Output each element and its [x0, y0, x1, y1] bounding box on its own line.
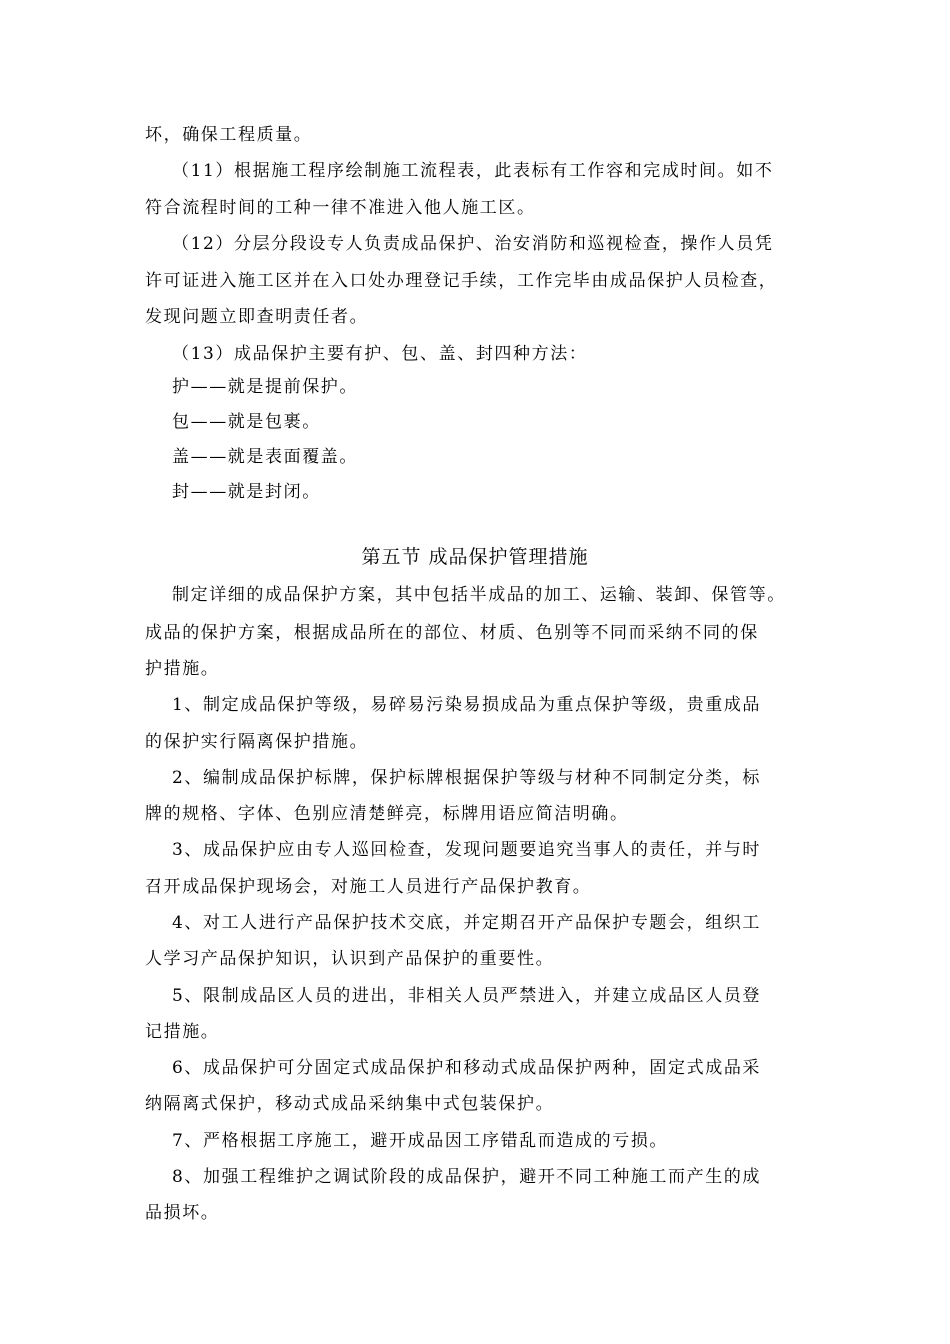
text-line: 3、成品保护应由专人巡回检查，发现问题要追究当事人的责任，并与时	[172, 840, 762, 860]
text-line: 6、成品保护可分固定式成品保护和移动式成品保护两种，固定式成品采	[172, 1058, 762, 1078]
text-line: 7、严格根据工序施工，避开成品因工序错乱而造成的亏损。	[172, 1131, 669, 1151]
text-line: 护——就是提前保护。	[172, 377, 358, 397]
text-line: 发现问题立即查明责任者。	[145, 307, 369, 327]
text-line: 封——就是封闭。	[172, 482, 321, 502]
text-line: 召开成品保护现场会，对施工人员进行产品保护教育。	[145, 877, 592, 897]
text-line: 牌的规格、字体、色别应清楚鲜亮，标牌用语应简洁明确。	[145, 804, 629, 824]
text-line: （13）成品保护主要有护、包、盖、封四种方法：	[172, 344, 588, 364]
text-line: （11）根据施工程序绘制施工流程表，此表标有工作容和完成时间。如不	[172, 161, 774, 181]
text-line: 8、加强工程维护之调试阶段的成品保护，避开不同工种施工而产生的成	[172, 1167, 762, 1187]
text-line: 坏，确保工程质量。	[145, 125, 313, 145]
text-line: 成品的保护方案，根据成品所在的部位、材质、色别等不同而采纳不同的保	[145, 623, 759, 643]
text-line: 记措施。	[145, 1022, 220, 1042]
text-line: 盖——就是表面覆盖。	[172, 447, 358, 467]
text-line: 制定详细的成品保护方案，其中包括半成品的加工、运输、装卸、保管等。	[172, 585, 786, 605]
text-line: 护措施。	[145, 659, 220, 679]
text-line: 包——就是包裹。	[172, 412, 321, 432]
text-line: 符合流程时间的工种一律不准进入他人施工区。	[145, 198, 536, 218]
text-line: 4、对工人进行产品保护技术交底，并定期召开产品保护专题会，组织工	[172, 913, 762, 933]
text-line: 人学习产品保护知识，认识到产品保护的重要性。	[145, 949, 555, 969]
text-line: （12）分层分段设专人负责成品保护、治安消防和巡视检查，操作人员凭	[172, 234, 774, 254]
text-line: 2、编制成品保护标牌，保护标牌根据保护等级与材种不同制定分类，标	[172, 768, 762, 788]
text-line: 纳隔离式保护，移动式成品采纳集中式包装保护。	[145, 1094, 555, 1114]
text-line: 许可证进入施工区并在入口处办理登记手续，工作完毕由成品保护人员检查，	[145, 271, 778, 291]
text-line: 5、限制成品区人员的进出，非相关人员严禁进入，并建立成品区人员登	[172, 986, 762, 1006]
section-heading: 第五节 成品保护管理措施	[361, 546, 589, 568]
text-line: 品损坏。	[145, 1203, 220, 1223]
text-line: 1、制定成品保护等级，易碎易污染易损成品为重点保护等级，贵重成品	[172, 695, 762, 715]
text-line: 的保护实行隔离保护措施。	[145, 732, 369, 752]
